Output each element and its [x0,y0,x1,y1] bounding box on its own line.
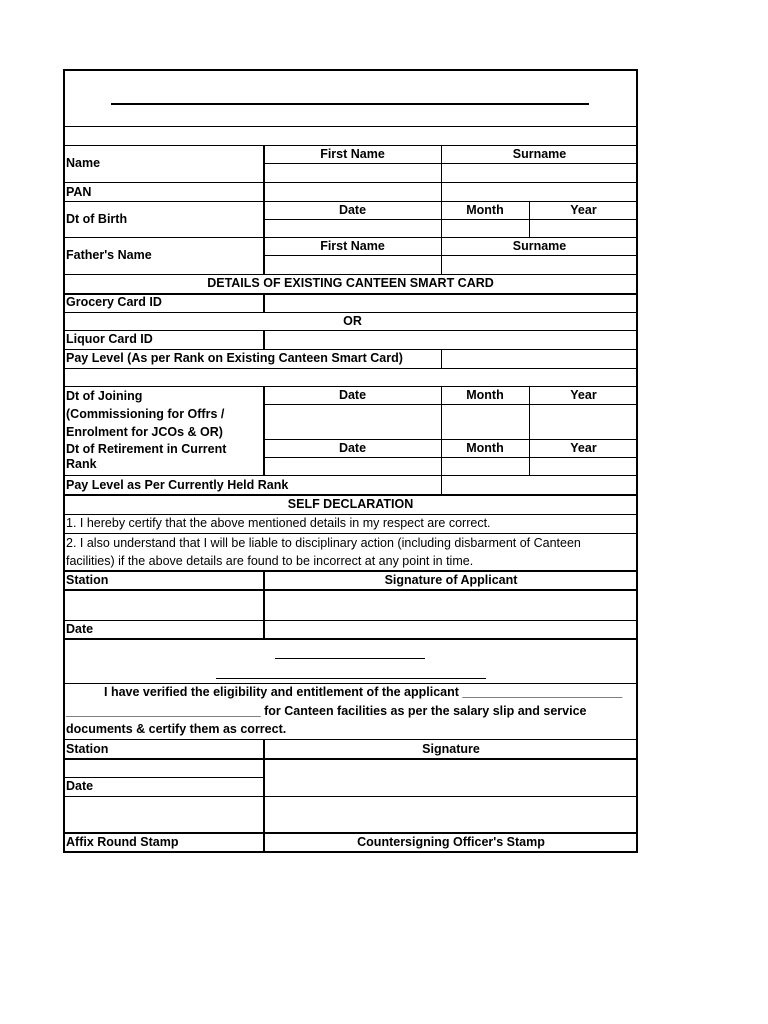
verifier-line-short [275,658,425,659]
dob-month-header: Month [466,202,504,217]
or-text: OR [343,313,362,328]
joining-month-field[interactable] [441,405,529,439]
border-right [636,69,638,853]
signature-of-applicant-label: Signature of Applicant [384,572,518,587]
dob-date-field[interactable] [264,219,441,237]
form-title-line [111,103,589,105]
applicant-station-field[interactable] [63,590,263,620]
current-pay-level-field[interactable] [441,476,638,495]
father-surname-field[interactable] [441,256,638,274]
hline [63,201,638,202]
dob-label: Dt of Birth [66,211,128,226]
verification-text [63,683,638,739]
hline [63,274,638,275]
joining-year-header: Year [570,387,597,402]
dob-year-field[interactable] [529,219,638,237]
dob-date-header: Date [338,202,367,217]
hline [63,739,638,740]
applicant-signature-field[interactable] [264,590,638,620]
hline [63,683,638,684]
vline [263,386,265,476]
hline [63,293,638,295]
hline [63,126,638,127]
hline [63,620,638,621]
grocery-card-label: Grocery Card ID [66,295,162,309]
retirement-label: Dt of Retirement in Current Rank [66,442,227,471]
applicant-date-label: Date [66,622,94,636]
hline [63,386,638,387]
declaration-item-2 [63,533,638,570]
applicant-station-label: Station [66,572,109,587]
current-pay-level-label: Pay Level as Per Currently Held Rank [66,478,289,492]
vline [441,237,442,274]
vline [441,349,442,368]
vline [441,475,442,494]
verification-text-line3: documents & certify them as correct. [66,722,287,737]
hline [63,589,638,591]
vline [529,201,530,237]
applicant-date-field[interactable] [264,620,638,639]
joining-label [63,386,263,441]
joining-date-header: Date [338,387,367,402]
hline [264,163,638,164]
retirement-month-field[interactable] [441,457,529,475]
pan-label: PAN [66,184,92,199]
self-declaration-title: SELF DECLARATION [287,497,414,511]
declaration-item-1: 1. I hereby certify that the above mentioned details in my respect are correct. [66,516,491,530]
vline [441,145,442,201]
hline [63,533,638,534]
first-name-field[interactable] [264,164,441,182]
vline [529,386,530,476]
vline [263,570,265,639]
hline [63,368,638,369]
hline [63,570,638,572]
countersigning-officer-stamp-label: Countersigning Officer's Stamp [357,835,545,849]
grocery-card-field[interactable] [264,293,638,312]
retirement-month-header: Month [466,440,504,455]
verifier-station-field[interactable] [63,759,263,777]
hline [63,475,638,476]
dob-month-field[interactable] [441,219,529,237]
hline [63,182,638,183]
vline [441,201,442,237]
joining-month-header: Month [466,387,504,402]
hline [264,439,638,440]
border-top [63,69,638,71]
surname-header: Surname [512,146,567,161]
verification-text-line2: ____________________________ for Canteen facilities as per the salary slip and service [66,703,587,718]
retirement-year-field[interactable] [529,457,638,475]
verifier-signature-field[interactable] [264,759,638,796]
verifier-station-label: Station [66,741,109,756]
first-name-header: First Name [320,146,385,161]
declaration-item-2-line2: facilities) if the above details are found to be incorrect at any point in time. [66,553,474,568]
canteen-smart-card-form [63,69,638,853]
border-bottom [63,851,638,853]
hline [63,145,638,146]
joining-label-line2: (Commissioning for Offrs / [66,406,225,421]
joining-date-field[interactable] [264,405,441,439]
dob-year-header: Year [570,202,597,217]
hline [63,832,638,834]
verification-text-line1: I have verified the eligibility and entitlement of the applicant _______________________ [104,685,623,700]
smart-card-section-title: DETAILS OF EXISTING CANTEEN SMART CARD [207,276,494,290]
affix-round-stamp-label: Affix Round Stamp [66,835,179,849]
hline [63,237,638,238]
verifier-line-long [216,678,486,679]
surname-field[interactable] [441,164,638,182]
hline [63,330,638,331]
vline [263,145,265,275]
vline [263,739,265,852]
verifier-date-label: Date [66,779,94,793]
hline [63,638,638,640]
vline [441,386,442,476]
liquor-card-label: Liquor Card ID [66,332,153,346]
border-left [63,69,65,853]
stamp-area[interactable] [63,796,638,832]
hline [264,404,638,405]
name-label: Name [66,156,101,170]
declaration-item-2-line1: 2. I also understand that I will be liable to disciplinary action (including disbarment of Canteen [66,535,581,550]
retirement-date-header: Date [338,440,367,455]
father-first-name-header: First Name [320,238,385,253]
existing-pay-level-label: Pay Level (As per Rank on Existing Canteen Smart Card) [66,351,403,365]
hline [63,758,638,760]
vline [263,330,265,349]
retirement-date-field[interactable] [264,457,441,475]
father-surname-header: Surname [512,238,567,253]
verifier-signature-label: Signature [422,741,480,756]
hline [63,777,264,778]
vline [263,293,265,312]
liquor-card-field[interactable] [264,330,638,349]
joining-label-line1: Dt of Joining [66,388,143,403]
pan-field[interactable] [264,183,638,201]
hline [63,514,638,515]
hline [264,219,638,220]
hline [63,349,638,350]
hline [63,312,638,313]
joining-year-field[interactable] [529,405,638,439]
father-name-label: Father's Name [66,248,152,262]
hline [264,255,638,256]
joining-label-line3: Enrolment for JCOs & OR) [66,424,223,439]
father-first-name-field[interactable] [264,256,441,274]
hline [264,457,638,458]
hline [63,796,638,797]
existing-pay-level-field[interactable] [441,349,638,368]
retirement-year-header: Year [570,440,597,455]
hline [63,494,638,496]
